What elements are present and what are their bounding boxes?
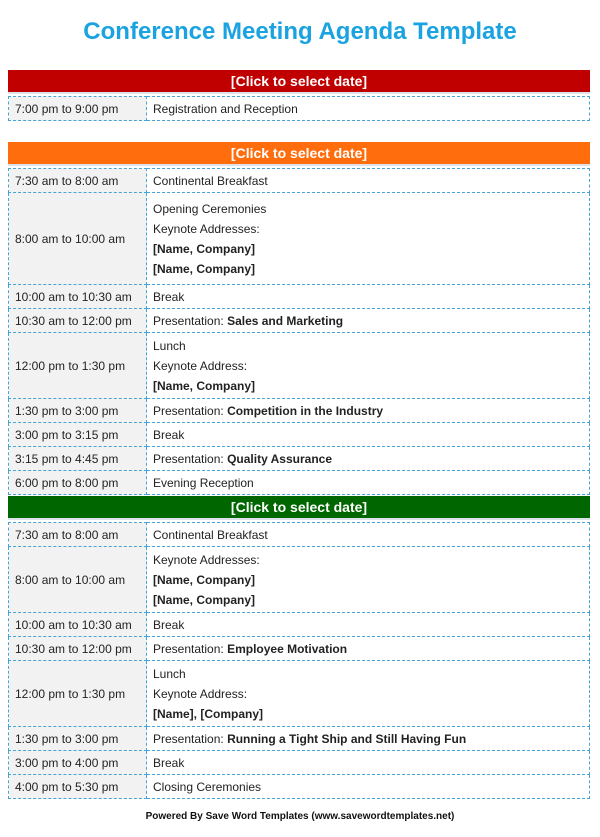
time-cell[interactable]: 8:00 am to 10:00 am bbox=[9, 193, 147, 285]
speaker-name: [Name, Company] bbox=[153, 572, 256, 587]
table-row bbox=[9, 97, 590, 121]
time-cell[interactable]: 10:00 am to 10:30 am bbox=[9, 285, 147, 309]
time-cell[interactable]: 6:00 pm to 8:00 pm bbox=[9, 471, 147, 495]
description-line: Keynote Address: bbox=[153, 686, 248, 701]
time-cell[interactable]: 1:30 pm to 3:00 pm bbox=[9, 727, 147, 751]
table-row bbox=[9, 637, 590, 661]
description-cell[interactable]: Break bbox=[147, 423, 590, 447]
table-row bbox=[9, 471, 590, 495]
description-cell[interactable]: Evening Reception bbox=[147, 471, 590, 495]
speaker-name: [Name, Company] bbox=[153, 261, 256, 276]
presentation-title: Quality Assurance bbox=[227, 451, 332, 466]
table-row bbox=[9, 285, 590, 309]
description-cell[interactable] bbox=[147, 193, 590, 285]
table-row bbox=[9, 447, 590, 471]
page-title: Conference Meeting Agenda Template bbox=[83, 18, 517, 45]
description-cell[interactable]: Continental Breakfast bbox=[147, 523, 590, 547]
table-row bbox=[9, 727, 590, 751]
day-section-1 bbox=[8, 70, 590, 121]
time-cell[interactable]: 12:00 pm to 1:30 pm bbox=[9, 333, 147, 399]
speaker-name: [Name, Company] bbox=[153, 378, 256, 393]
description-line: Lunch bbox=[153, 338, 186, 353]
time-cell[interactable]: 8:00 am to 10:00 am bbox=[9, 547, 147, 613]
table-row bbox=[9, 333, 590, 399]
description-line: Keynote Addresses: bbox=[153, 552, 260, 567]
footer-credit: Powered By Save Word Templates (www.savewordtemplates.net) bbox=[145, 811, 455, 822]
time-cell[interactable]: 10:00 am to 10:30 am bbox=[9, 613, 147, 637]
description-cell[interactable] bbox=[147, 727, 590, 751]
time-cell[interactable]: 4:00 pm to 5:30 pm bbox=[9, 775, 147, 799]
day-section-2 bbox=[8, 142, 590, 495]
description-cell[interactable] bbox=[147, 309, 590, 333]
time-cell[interactable]: 3:00 pm to 4:00 pm bbox=[9, 751, 147, 775]
agenda-table bbox=[8, 522, 590, 799]
presentation-prefix: Presentation: bbox=[153, 403, 224, 418]
presentation-title: Sales and Marketing bbox=[227, 313, 344, 328]
description-line: Keynote Address: bbox=[153, 358, 248, 373]
presentation-title: Running a Tight Ship and Still Having Fun bbox=[227, 731, 467, 746]
time-cell[interactable]: 7:00 pm to 9:00 pm bbox=[9, 97, 147, 121]
table-row bbox=[9, 547, 590, 613]
date-selector[interactable]: [Click to select date] bbox=[8, 70, 590, 94]
time-cell[interactable]: 7:30 am to 8:00 am bbox=[9, 169, 147, 193]
presentation-prefix: Presentation: bbox=[153, 641, 224, 656]
description-cell[interactable]: Break bbox=[147, 613, 590, 637]
day-section-3 bbox=[8, 496, 590, 799]
time-cell[interactable]: 1:30 pm to 3:00 pm bbox=[9, 399, 147, 423]
table-row bbox=[9, 661, 590, 727]
presentation-title: Employee Motivation bbox=[227, 641, 348, 656]
description-cell[interactable] bbox=[147, 637, 590, 661]
table-row bbox=[9, 309, 590, 333]
time-cell[interactable]: 3:00 pm to 3:15 pm bbox=[9, 423, 147, 447]
presentation-title: Competition in the Industry bbox=[227, 403, 384, 418]
presentation-prefix: Presentation: bbox=[153, 451, 224, 466]
description-cell[interactable] bbox=[147, 333, 590, 399]
time-cell[interactable]: 10:30 am to 12:00 pm bbox=[9, 309, 147, 333]
agenda-table bbox=[8, 96, 590, 121]
description-cell[interactable]: Closing Ceremonies bbox=[147, 775, 590, 799]
table-row bbox=[9, 751, 590, 775]
description-line: Lunch bbox=[153, 666, 186, 681]
time-cell[interactable]: 7:30 am to 8:00 am bbox=[9, 523, 147, 547]
description-cell[interactable]: Continental Breakfast bbox=[147, 169, 590, 193]
table-row bbox=[9, 169, 590, 193]
description-line: Keynote Addresses: bbox=[153, 221, 260, 236]
description-cell[interactable] bbox=[147, 399, 590, 423]
table-row bbox=[9, 775, 590, 799]
description-cell[interactable] bbox=[147, 661, 590, 727]
time-cell[interactable]: 3:15 pm to 4:45 pm bbox=[9, 447, 147, 471]
table-row bbox=[9, 523, 590, 547]
speaker-name: [Name, Company] bbox=[153, 592, 256, 607]
description-cell[interactable]: Break bbox=[147, 285, 590, 309]
speaker-name: [Name], [Company] bbox=[153, 706, 264, 721]
description-cell[interactable] bbox=[147, 547, 590, 613]
description-line: Opening Ceremonies bbox=[153, 201, 267, 216]
speaker-name: [Name, Company] bbox=[153, 241, 256, 256]
description-cell[interactable]: Break bbox=[147, 751, 590, 775]
time-cell[interactable]: 10:30 am to 12:00 pm bbox=[9, 637, 147, 661]
table-row bbox=[9, 399, 590, 423]
presentation-prefix: Presentation: bbox=[153, 731, 224, 746]
time-cell[interactable]: 12:00 pm to 1:30 pm bbox=[9, 661, 147, 727]
table-row bbox=[9, 193, 590, 285]
description-cell[interactable] bbox=[147, 447, 590, 471]
presentation-prefix: Presentation: bbox=[153, 313, 224, 328]
agenda-table bbox=[8, 168, 590, 495]
date-selector[interactable]: [Click to select date] bbox=[8, 142, 590, 166]
date-selector[interactable]: [Click to select date] bbox=[8, 496, 590, 520]
description-cell[interactable]: Registration and Reception bbox=[147, 97, 590, 121]
table-row bbox=[9, 423, 590, 447]
table-row bbox=[9, 613, 590, 637]
